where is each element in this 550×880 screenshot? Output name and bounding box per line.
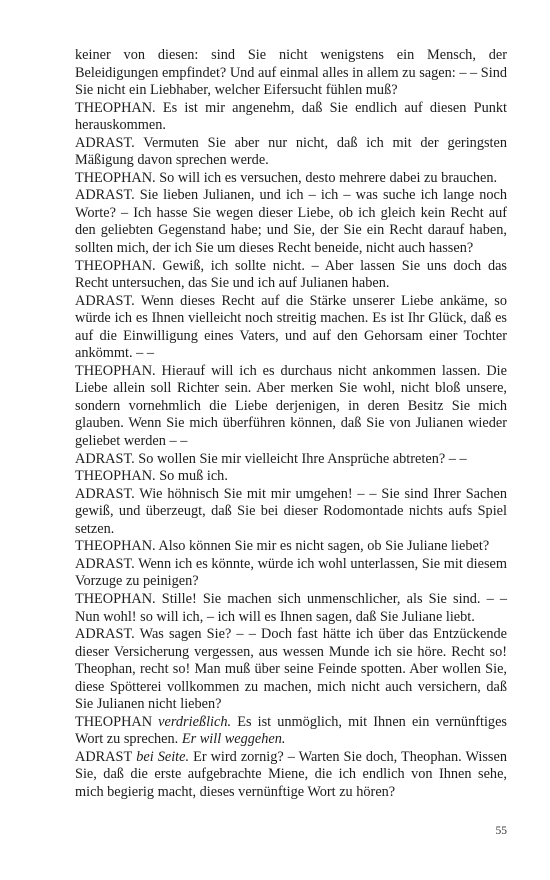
dialogue-text: Sie lieben Julianen, und ich – ich – was suche ich lange noch Worte? – Ich hasse Sie wegen dieser Liebe, ob ich gleich kein Recht auf den geliebten Gegenstand habe; und Sie, der Sie ein Recht darauf haben, sollten mich, der ich Sie um dieses Recht beneide, nicht auch hassen? xyxy=(75,187,507,257)
dialogue-text: Stille! Sie machen sich unmenschlicher, als Sie sind. – – Nun wohl! so will ich, – ich will es Ihnen sagen, daß Sie Juliane liebt. xyxy=(75,590,507,625)
stage-direction: bei Seite. xyxy=(132,748,190,765)
speaker-name: THEOPHAN. xyxy=(75,362,156,379)
dialogue-text: Also können Sie mir es nicht sagen, ob Sie Juliane liebet? xyxy=(155,538,490,555)
speaker-name: ADRAST. xyxy=(75,292,135,309)
speaker-name: THEOPHAN xyxy=(75,713,153,730)
dialogue-line xyxy=(75,363,507,451)
dialogue-line xyxy=(75,135,507,170)
speaker-name: THEOPHAN. xyxy=(75,538,156,555)
dialogue-line xyxy=(75,293,507,363)
speaker-name: THEOPHAN. xyxy=(75,99,156,116)
speaker-name: ADRAST. xyxy=(75,187,135,204)
speaker-name: ADRAST. xyxy=(75,555,135,572)
dialogue-text: Vermuten Sie aber nur nicht, daß ich mit der geringsten Mäßigung davon sprechen werde. xyxy=(75,134,507,169)
dialogue-text: Gewiß, ich sollte nicht. – Aber lassen Sie uns doch das Recht untersuchen, das Sie und ich auf Julianen haben. xyxy=(75,257,507,292)
page-number: 55 xyxy=(495,825,507,837)
dialogue-text: So muß ich. xyxy=(155,468,228,485)
dialogue-line xyxy=(75,170,507,188)
dialogue-line xyxy=(75,100,507,135)
dialogue-line xyxy=(75,749,507,802)
dialogue-text: Wie höhnisch Sie mit mir umgehen! – – Sie sind Ihrer Sachen gewiß, und überzeugt, daß Sie bei dieser Rodomontade nichts aufs Spiel setzen. xyxy=(75,485,507,537)
paragraph-text: keiner von diesen: sind Sie nicht wenigstens ein Mensch, der Beleidigungen empfindet? Und auf einmal alles in allem zu sagen: – – Sind Sie nicht ein Liebhaber, welcher Eifersucht fühlen muß? xyxy=(75,47,507,99)
speaker-name: ADRAST. xyxy=(75,485,135,502)
dialogue-line xyxy=(75,187,507,257)
speaker-name: ADRAST. xyxy=(75,450,135,467)
body-text xyxy=(75,47,507,802)
paragraph xyxy=(75,47,507,100)
dialogue-line xyxy=(75,591,507,626)
dialogue-line xyxy=(75,258,507,293)
dialogue-text: Wenn ich es könnte, würde ich wohl unterlassen, Sie mit diesem Vorzuge zu peinigen? xyxy=(75,555,507,590)
dialogue-line xyxy=(75,486,507,539)
speaker-name: THEOPHAN. xyxy=(75,468,156,485)
dialogue-text: Es ist unmöglich, mit Ihnen ein vernünftiges Wort zu sprechen. xyxy=(75,713,507,748)
stage-direction: verdrießlich. xyxy=(152,713,232,730)
dialogue-text: Er wird zornig? – Warten Sie doch, Theophan. Wissen Sie, daß die erste aufgebrachte Miene, die ich endlich von Ihnen sehe, mich begierig macht, dieses vernünftige Wort zu hören? xyxy=(75,748,507,800)
speaker-name: ADRAST xyxy=(75,748,133,765)
stage-direction: Er will weggehen. xyxy=(178,731,286,748)
dialogue-line xyxy=(75,538,507,556)
dialogue-line xyxy=(75,714,507,749)
dialogue-text: So wollen Sie mir vielleicht Ihre Ansprüche abtreten? – – xyxy=(134,450,467,467)
speaker-name: ADRAST. xyxy=(75,626,135,643)
speaker-name: ADRAST. xyxy=(75,134,135,151)
dialogue-line xyxy=(75,556,507,591)
dialogue-line xyxy=(75,468,507,486)
speaker-name: THEOPHAN. xyxy=(75,169,156,186)
speaker-name: THEOPHAN. xyxy=(75,257,156,274)
dialogue-text: So will ich es versuchen, desto mehrere dabei zu brauchen. xyxy=(155,169,498,186)
speaker-name: THEOPHAN. xyxy=(75,590,156,607)
dialogue-text: Was sagen Sie? – – Doch fast hätte ich über das Entzückende dieser Versicherung vergessen, aus wessen Munde ich sie höre. Recht so! Theophan, recht so! Man muß über seine Feinde spotten. Aber wollen Sie, diese Spötterei vollkommen zu machen, mich nicht auch versichern, daß Sie Julianen nicht lieben? xyxy=(75,626,507,713)
dialogue-line xyxy=(75,626,507,714)
dialogue-text: Wenn dieses Recht auf die Stärke unserer Liebe ankäme, so würde ich es Ihnen vielleicht noch streitig machen. Es ist Ihr Glück, daß es auf die Einwilligung eines Vaters, und auf den Gehorsam einer Tochter ankömmt. – – xyxy=(75,292,507,362)
dialogue-text: Hierauf will ich es durchaus nicht ankommen lassen. Die Liebe allein soll Richter sein. Aber merken Sie wohl, nicht bloß unsere, sondern vornehmlich die Liebe derjenigen, in deren Besitz Sie mich glauben. Wenn Sie mich überführen können, daß Sie von Julianen wieder geliebet werden – – xyxy=(75,362,507,450)
dialogue-line xyxy=(75,451,507,469)
dialogue-text: Es ist mir angenehm, daß Sie endlich auf diesen Punkt herauskommen. xyxy=(75,99,507,134)
